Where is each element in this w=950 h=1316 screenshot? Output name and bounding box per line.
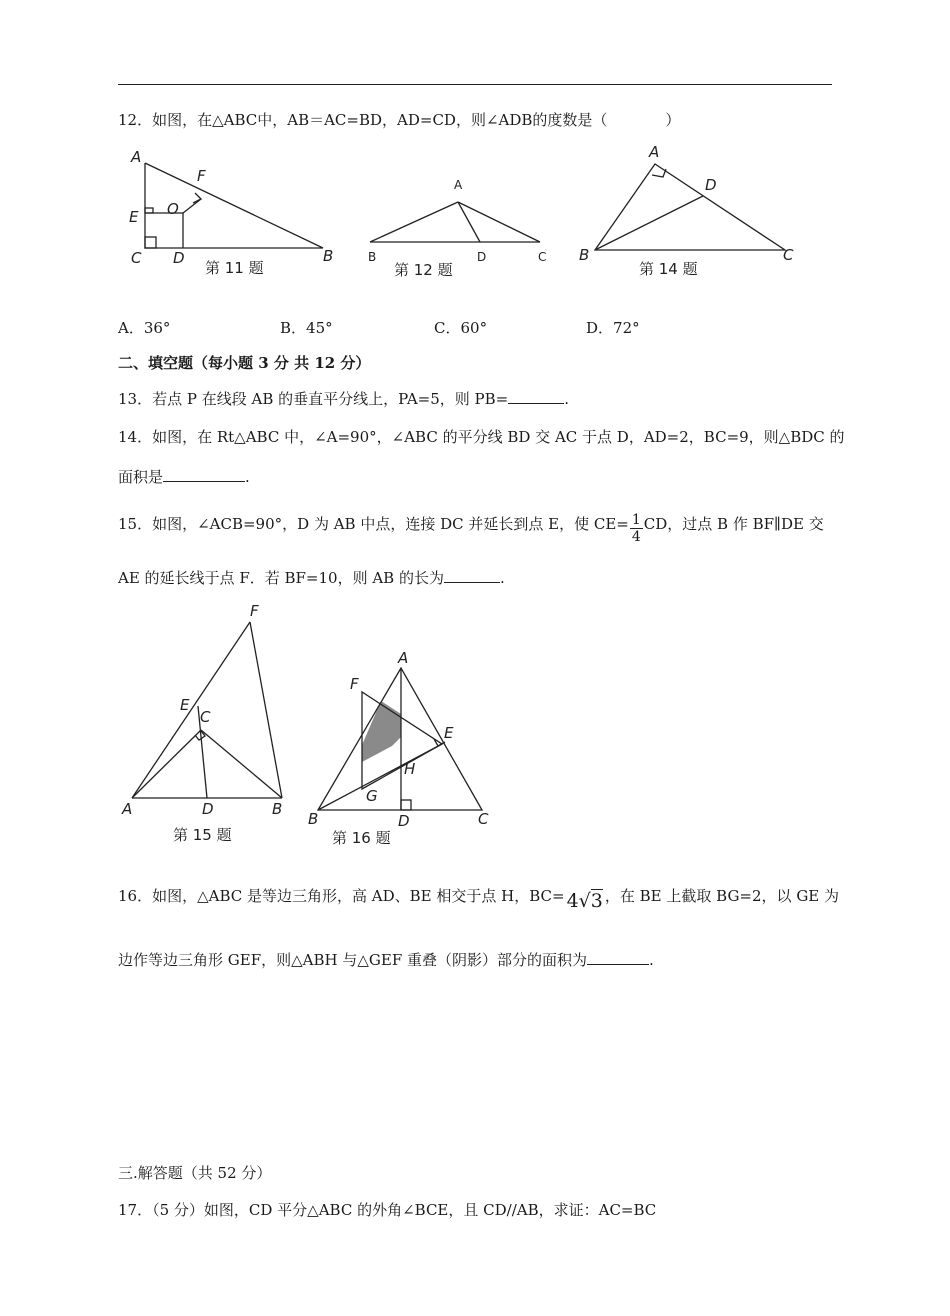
f16-label-f: F xyxy=(350,675,359,693)
question-14-line1: 14．如图，在 Rt△ABC 中，∠A=90°，∠ABC 的平分线 BD 交 AC 于点 D，AD=2，BC=9，则△BDC 的 xyxy=(118,428,845,446)
f11-caption: 第 11 题 xyxy=(205,259,264,277)
question-16-line1 xyxy=(118,886,839,911)
figure-11 xyxy=(125,145,340,280)
f11-label-d: D xyxy=(173,249,185,267)
f12-label-b: B xyxy=(368,250,377,264)
q13-text: 13．若点 P 在线段 AB 的垂直平分线上，PA=5，则 PB= xyxy=(118,390,509,408)
f12-label-d: D xyxy=(477,250,487,264)
f16-label-b: B xyxy=(308,810,319,828)
radical-4-sqrt-3: 4√3 xyxy=(566,890,603,912)
f14-caption: 第 14 题 xyxy=(639,260,698,278)
f16-label-g: G xyxy=(366,787,378,805)
q16-end: . xyxy=(649,951,654,969)
header-rule xyxy=(118,84,832,85)
f12-label-c: C xyxy=(538,250,547,264)
f16-label-e: E xyxy=(444,724,454,742)
f15-label-f: F xyxy=(250,602,259,620)
f16-label-a: A xyxy=(398,649,409,667)
q13-blank[interactable] xyxy=(508,389,564,404)
radical-coefficient: 4 xyxy=(566,890,579,912)
q12-text: 12．如图，在△ABC中，AB＝AC=BD，AD=CD，则∠ADB的度数是（ xyxy=(118,111,608,129)
f14-label-c: C xyxy=(783,246,794,264)
f11-label-e: E xyxy=(129,208,139,226)
f11-label-a: A xyxy=(131,148,142,166)
f11-label-o: O xyxy=(167,200,179,218)
f14-label-a: A xyxy=(649,143,660,161)
f16-label-h: H xyxy=(404,760,416,778)
q14-end: . xyxy=(245,468,250,486)
question-12 xyxy=(118,110,680,130)
f14-label-b: B xyxy=(579,246,590,264)
q16-line2-text: 边作等边三角形 GEF，则△ABH 与△GEF 重叠（阴影）部分的面积为 xyxy=(118,951,587,969)
question-15-line2 xyxy=(118,568,505,588)
f15-caption: 第 15 题 xyxy=(173,826,232,844)
question-13 xyxy=(118,389,569,409)
q15-blank[interactable] xyxy=(444,568,500,583)
q16-post: ，在 BE 上截取 BG=2，以 GE 为 xyxy=(604,887,840,905)
question-14-line2 xyxy=(118,467,250,487)
fraction-1-4 xyxy=(630,512,643,545)
f11-label-f: F xyxy=(197,167,206,185)
q15-pre: 15．如图，∠ACB=90°，D 为 AB 中点，连接 DC 并延长到点 E，使 CE= xyxy=(118,515,629,533)
q15-end: . xyxy=(499,569,505,587)
question-16-line2 xyxy=(118,950,654,970)
f16-caption: 第 16 题 xyxy=(332,829,391,847)
f11-label-b: B xyxy=(323,247,334,265)
q14-line2-text: 面积是 xyxy=(118,468,164,486)
f12-caption: 第 12 题 xyxy=(394,261,453,279)
question-17: 17．（5 分）如图，CD 平分△ABC 的外角∠BCE，且 CD//AB，求证：AC=BC xyxy=(118,1201,657,1219)
figure-12 xyxy=(360,172,560,282)
f14-label-d: D xyxy=(705,176,717,194)
f15-label-c: C xyxy=(200,708,211,726)
q15-post: CD，过点 B 作 BF∥DE 交 xyxy=(643,515,824,533)
fraction-denominator: 4 xyxy=(631,529,641,545)
f15-label-e: E xyxy=(180,696,190,714)
f15-label-d: D xyxy=(202,800,214,818)
section-3-heading: 三.解答题（共 52 分） xyxy=(118,1164,272,1182)
q15-line2-text: AE 的延长线于点 F．若 BF=10，则 AB 的长为 xyxy=(118,569,444,587)
figure-15 xyxy=(118,600,298,850)
fraction-numerator: 1 xyxy=(631,512,641,528)
option-b[interactable]: B．45° xyxy=(280,319,333,337)
figure-16 xyxy=(300,648,500,853)
option-c[interactable]: C．60° xyxy=(434,319,488,337)
f15-label-b: B xyxy=(272,800,283,818)
q13-end: . xyxy=(564,390,570,408)
radicand: 3 xyxy=(590,890,603,912)
option-d[interactable]: D．72° xyxy=(586,319,640,337)
f16-label-d: D xyxy=(398,812,410,830)
q12-options xyxy=(118,318,718,338)
question-15-line1 xyxy=(118,512,824,545)
f16-label-c: C xyxy=(478,810,489,828)
f11-label-c: C xyxy=(131,249,142,267)
q14-blank[interactable] xyxy=(163,467,245,482)
option-a[interactable]: A．36° xyxy=(118,319,171,337)
figure-14 xyxy=(575,140,805,282)
section-2-heading: 二、填空题（每小题 3 分 共 12 分） xyxy=(118,354,371,372)
q16-pre: 16．如图，△ABC 是等边三角形，高 AD、BE 相交于点 H，BC= xyxy=(118,887,565,905)
f12-label-a: A xyxy=(454,178,463,192)
f16-shaded-overlap xyxy=(362,701,401,762)
q12-close: ） xyxy=(665,111,681,129)
q16-blank[interactable] xyxy=(587,950,649,965)
f15-label-a: A xyxy=(122,800,133,818)
